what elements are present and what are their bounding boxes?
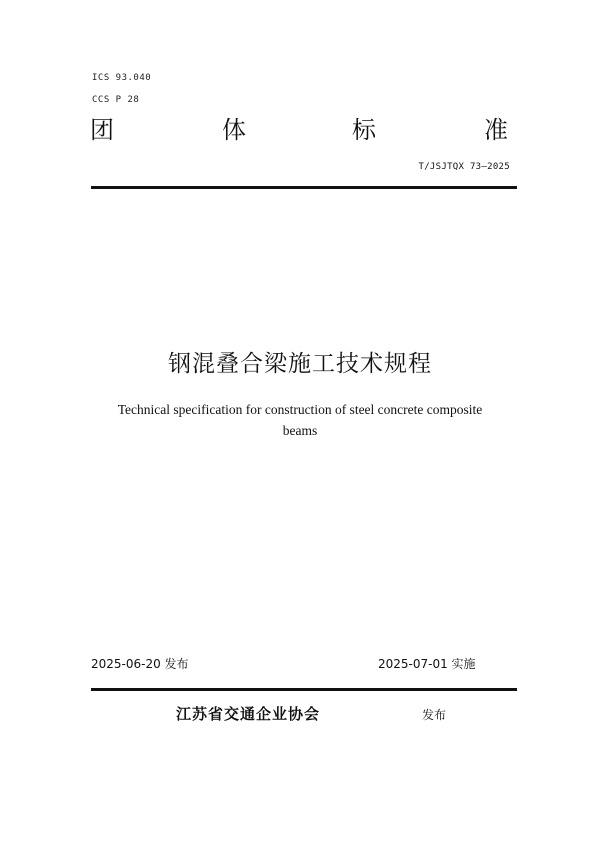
standard-type-char: 标 xyxy=(352,116,376,144)
publish-date: 2025-06-20 发布 xyxy=(91,657,189,671)
issuing-organization: 江苏省交通企业协会 xyxy=(176,705,321,723)
standard-type-char: 准 xyxy=(484,116,508,144)
top-divider xyxy=(91,186,517,189)
bottom-divider xyxy=(91,688,517,691)
document-title-en-line: Technical specification for construction of steel concrete composite xyxy=(117,402,483,417)
document-title-en-line: beams xyxy=(282,423,318,438)
standard-type-char: 团 xyxy=(90,116,114,144)
standard-number: T/JSJTQX 73—2025 xyxy=(418,162,510,172)
document-title-zh: 钢混叠合梁施工技术规程 xyxy=(168,351,432,377)
standard-type-char: 体 xyxy=(222,116,246,144)
issue-label: 发布 xyxy=(422,708,447,722)
ics-code: ICS 93.040 xyxy=(92,73,152,83)
document-title-en xyxy=(90,399,510,441)
effective-date: 2025-07-01 实施 xyxy=(378,657,476,671)
ccs-code: CCS P 28 xyxy=(92,95,140,105)
